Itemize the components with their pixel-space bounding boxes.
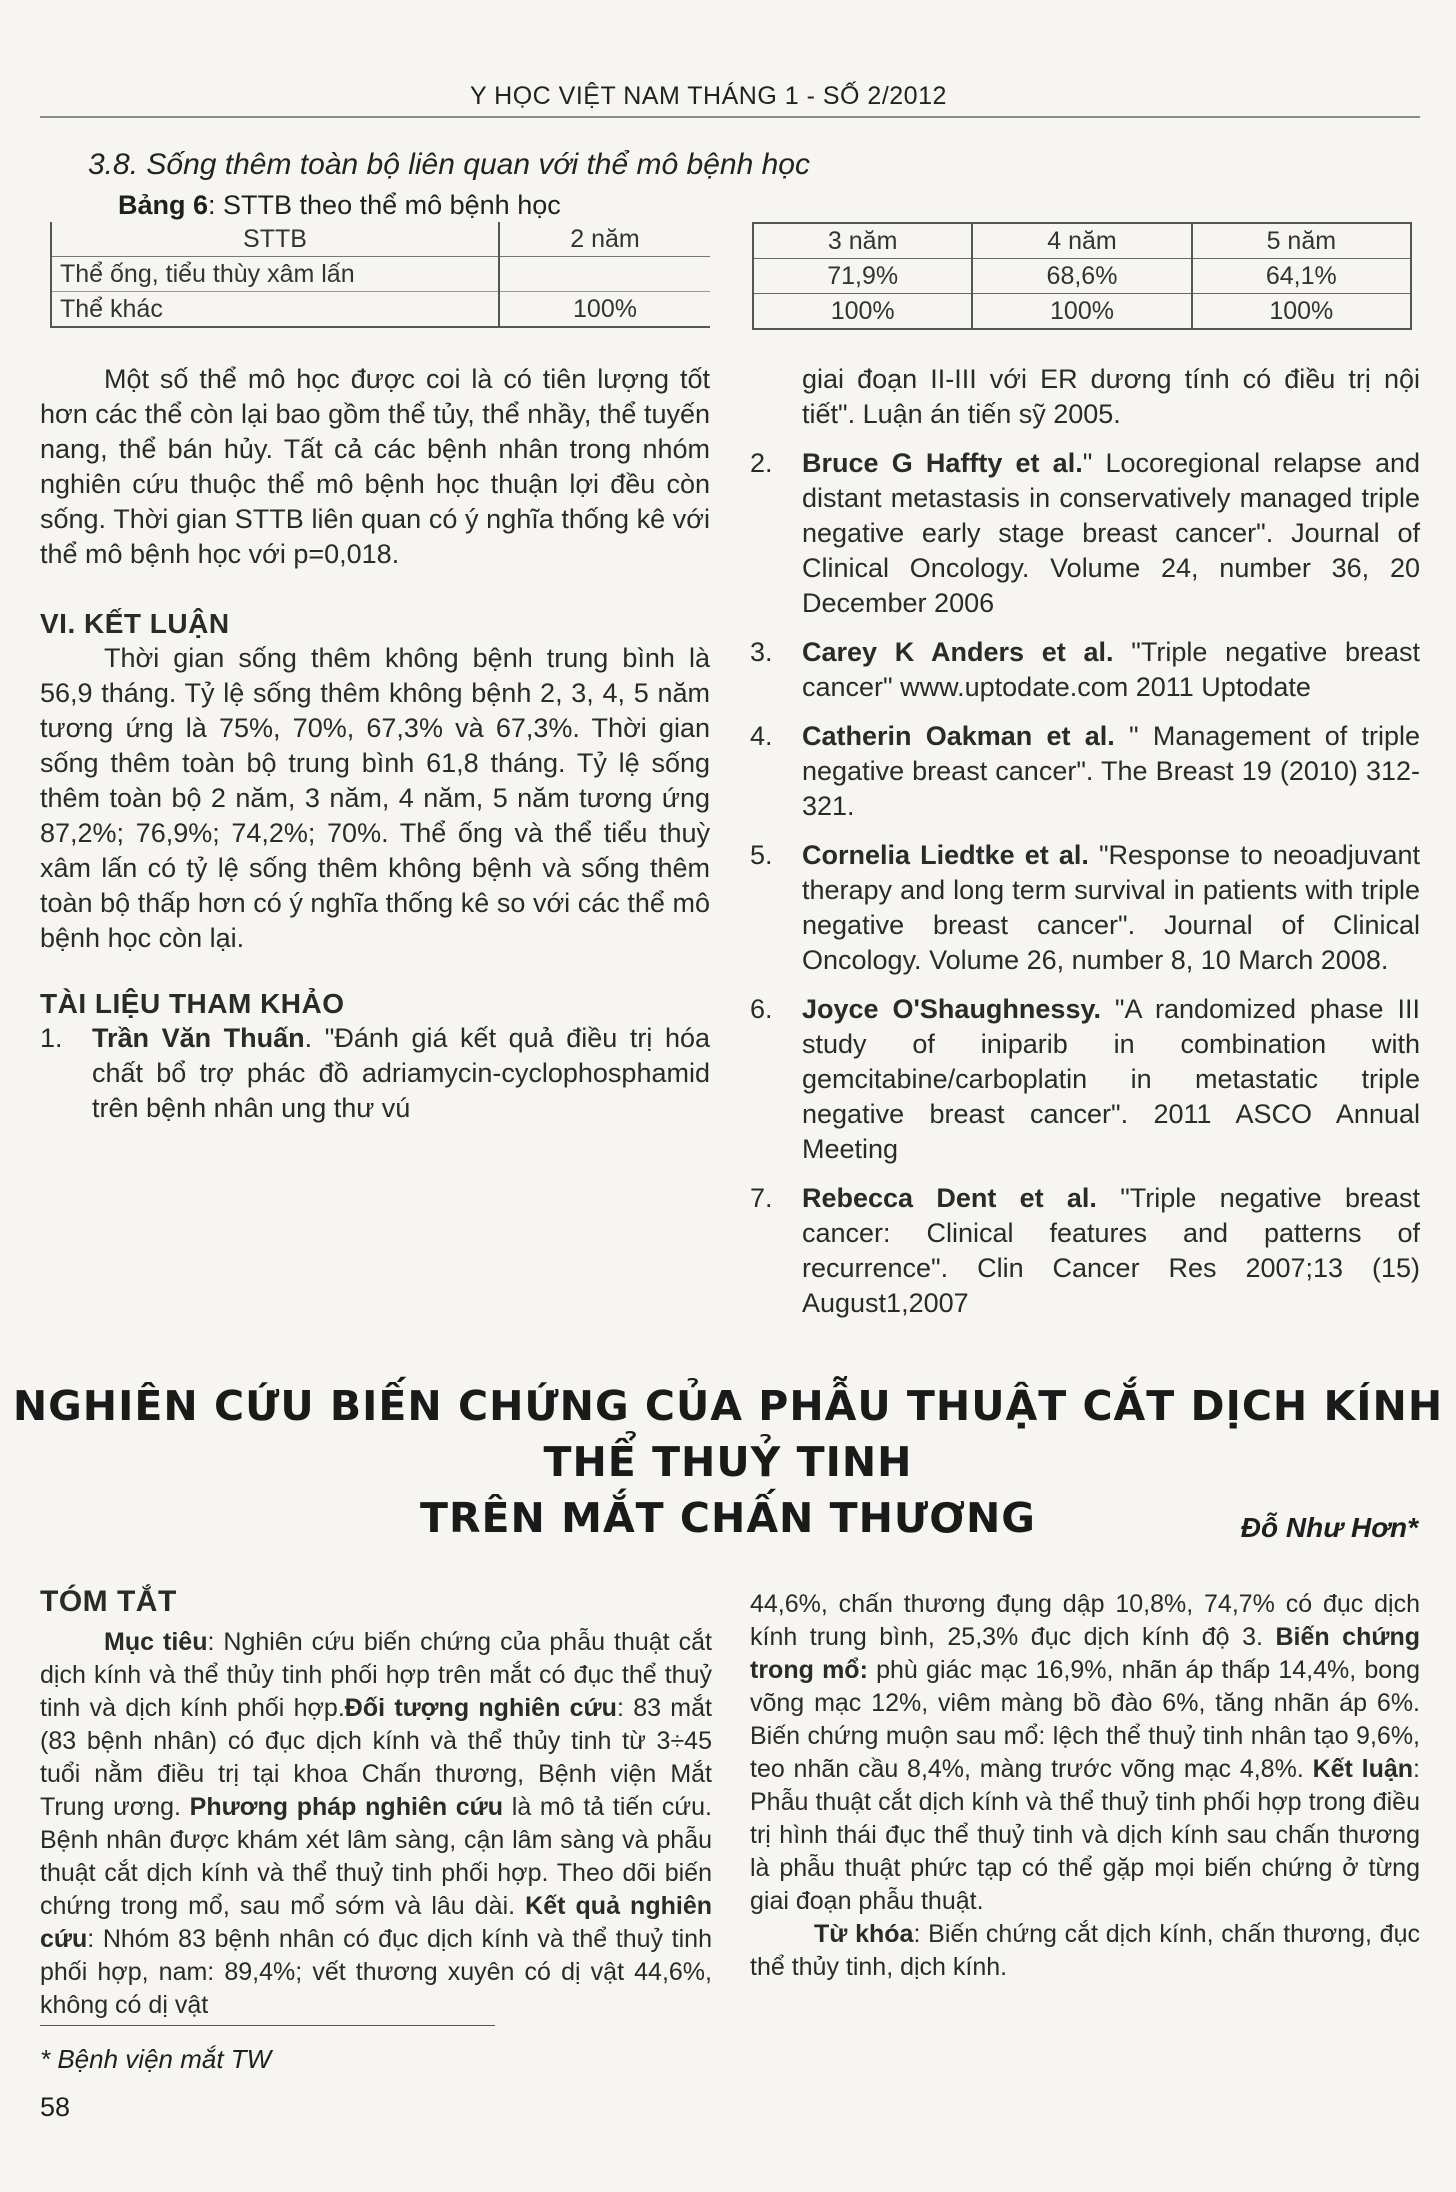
reference-author: Catherin Oakman et al. <box>802 721 1115 751</box>
reference-detail: "Triple negative breast cancer: Clinical features and patterns of recurrence". Clin Cancer Res 2007;13 (15) August1,2007 <box>802 1183 1420 1318</box>
reference-detail: . "Đánh giá kết quả điều trị hóa chất bổ trợ phác đồ adriamycin-cyclophosphamid trên bệnh nhân ung thư vú <box>92 1023 710 1123</box>
table-header-2-years: 2 năm <box>499 222 710 257</box>
table-row-label: Thể ống, tiểu thùy xâm lấn <box>51 257 499 292</box>
reference-item <box>40 1021 710 1126</box>
abstract-paragraph-right: 44,6%, chấn thương đụng dập 10,8%, 74,7% có đục dịch kính trung bình, 25,3% đục dịch kính độ 3. Biến chứng trong mổ: phù giác mạc 16,9%, nhãn áp thấp 14,4%, bong võng mạc 12%, viêm màng bồ đào 6%, tăng nhãn áp 6%. Biến chứng muộn sau mổ: lệch thể thuỷ tinh nhân tạo 9,6%, teo nhãn cầu 8,4%, màng trước võng mạc 4,8%. Kết luận: Phẫu thuật cắt dịch kính và thể thuỷ tinh phối hợp trong điều trị hình thái đục thể thuỷ tinh và dịch kính sau chấn thương là phẫu thuật phức tạp có thể gặp mọi biến chứng ở từng giai đoạn phẫu thuật. <box>750 1590 1420 1915</box>
reference-text <box>802 992 1420 1167</box>
reference-detail: "A randomized phase III study of iniparib in combination with gemcitabine/carboplatin in metastatic triple negative breast cancer". 2011 ASCO Annual Meeting <box>802 994 1421 1164</box>
keywords-paragraph <box>750 1918 1420 1984</box>
reference-number: 1. <box>40 1023 63 1053</box>
section-heading-3-8: 3.8. Sống thêm toàn bộ liên quan với thể mô bệnh học <box>88 148 810 181</box>
article-title-line-2: TRÊN MẮT CHẤN THƯƠNG <box>420 1494 1036 1542</box>
reference-number: 6. <box>750 994 773 1024</box>
reference-continuation: giai đoạn II-III với ER dương tính có điều trị nội tiết". Luận án tiến sỹ 2005. <box>802 364 1420 429</box>
footnote: * Bệnh viện mắt TW <box>40 2044 272 2074</box>
reference-author: Trần Văn Thuấn <box>92 1023 305 1053</box>
reference-number: 2. <box>750 448 773 478</box>
reference-text <box>802 838 1420 978</box>
abstract-heading: TÓM TẮT <box>40 1585 177 1618</box>
abstract-label: Phương pháp nghiên cứu <box>189 1793 504 1821</box>
article-title-line-1: NGHIÊN CỨU BIẾN CHỨNG CỦA PHẪU THUẬT CẮT DỊCH KÍNH THỂ THUỶ TINH <box>12 1382 1444 1486</box>
reference-number: 4. <box>750 721 773 751</box>
table-cell: 100% <box>499 292 710 328</box>
table-cell: 100% <box>753 294 972 330</box>
reference-text <box>802 446 1420 621</box>
table-cell: 64,1% <box>1192 259 1411 294</box>
article-title <box>0 1378 1456 1546</box>
abstract-paragraph-left: Mục tiêu: Nghiên cứu biến chứng của phẫu thuật cắt dịch kính và thể thủy tinh phối hợp trên mắt có đục thể thuỷ tinh và dịch kính phối hợp.Đối tượng nghiên cứu: 83 mắt (83 bệnh nhân) có đục dịch kính và thể thủy tinh từ 3÷45 tuổi nằm điều trị tại khoa Chấn thương, Bệnh viện Mắt Trung ương. Phương pháp nghiên cứu là mô tả tiến cứu. Bệnh nhân được khám xét lâm sàng, cận lâm sàng và phẫu thuật cắt dịch kính và thể thuỷ tinh phối hợp. Theo dõi biến chứng trong mổ, sau mổ sớm và lâu dài. Kết quả nghiên cứu: Nhóm 83 bệnh nhân có đục dịch kính và thể thuỷ tinh phối hợp, nam: 89,4%; vết thương xuyên có dị vật 44,6%, không có dị vật <box>40 1628 712 2019</box>
abstract-right-column <box>750 1588 1420 1984</box>
footnote-rule <box>40 2025 495 2026</box>
reference-number: 3. <box>750 637 773 667</box>
reference-author: Bruce G Haffty et al. <box>802 448 1083 478</box>
reference-item <box>750 1181 1420 1321</box>
table-header-sttb: STTB <box>51 222 499 257</box>
reference-text <box>92 1021 710 1126</box>
survival-table-left <box>50 222 710 328</box>
histology-paragraph: Một số thể mô học được coi là có tiên lượng tốt hơn các thể còn lại bao gồm thể tủy, thể nhầy, thể tuyến nang, thể bán hủy. Tất cả các bệnh nhân trong nhóm nghiên cứu thuộc thể mô bệnh học thuận lợi đều còn sống. Thời gian STTB liên quan có ý nghĩa thống kê với thể mô bệnh học với p=0,018. <box>40 364 710 569</box>
reference-text <box>802 719 1420 824</box>
abstract-left-column <box>40 1585 712 2022</box>
reference-item <box>750 992 1420 1167</box>
abstract-label: Kết luận <box>1312 1755 1414 1783</box>
table-cell: 100% <box>1192 294 1411 330</box>
keywords-label: Từ khóa <box>814 1920 914 1948</box>
header-rule <box>40 116 1420 118</box>
reference-detail: " Locoregional relapse and distant metastasis in conservatively managed triple negative early stage breast cancer". Journal of Clinical Oncology. Volume 24, number 36, 20 December 2006 <box>802 448 1420 618</box>
table-header-5-years: 5 năm <box>1192 223 1411 259</box>
reference-detail: " Management of triple negative breast cancer". The Breast 19 (2010) 312-321. <box>802 721 1420 821</box>
reference-author: Rebecca Dent et al. <box>802 1183 1097 1213</box>
abstract-label: Biến chứng trong mổ: <box>750 1623 1420 1684</box>
reference-author: Joyce O'Shaughnessy. <box>802 994 1101 1024</box>
table-header-4-years: 4 năm <box>972 223 1191 259</box>
reference-detail: "Response to neoadjuvant therapy and long term survival in patients with triple negative breast cancer". Journal of Clinical Oncology. Volume 26, number 8, 10 March 2008. <box>802 840 1420 975</box>
survival-table-right <box>752 222 1412 330</box>
running-head: Y HỌC VIỆT NAM THÁNG 1 - SỐ 2/2012 <box>470 82 947 110</box>
abstract-label: Kết quả nghiên cứu <box>40 1892 712 1953</box>
table-row-label: Thể khác <box>51 292 499 328</box>
abstract-label: Đối tượng nghiên cứu <box>344 1694 617 1722</box>
references-heading: TÀI LIỆU THAM KHẢO <box>40 988 345 1019</box>
upper-right-column <box>750 362 1420 1321</box>
keywords-text: : Biến chứng cắt dịch kính, chấn thương, đục thể thủy tinh, dịch kính. <box>750 1920 1420 1981</box>
table-caption-text: : STTB theo thể mô bệnh học <box>208 190 561 220</box>
reference-item <box>750 635 1420 705</box>
page-number: 58 <box>40 2092 71 2122</box>
table-cell: 71,9% <box>753 259 972 294</box>
reference-list <box>750 446 1420 1321</box>
table-caption <box>118 190 561 221</box>
reference-text <box>802 1181 1420 1321</box>
table-caption-label: Bảng 6 <box>118 190 209 220</box>
article-author: Đỗ Như Hơn* <box>1240 1512 1418 1543</box>
table-header-3-years: 3 năm <box>753 223 972 259</box>
abstract-label: Mục tiêu <box>104 1628 208 1656</box>
reference-number: 7. <box>750 1183 773 1213</box>
table-cell <box>499 257 710 292</box>
reference-text <box>802 635 1420 705</box>
upper-left-column <box>40 362 710 1126</box>
reference-item <box>750 719 1420 824</box>
table-cell: 100% <box>972 294 1191 330</box>
table-cell: 68,6% <box>972 259 1191 294</box>
reference-author: Carey K Anders et al. <box>802 637 1114 667</box>
reference-number: 5. <box>750 840 773 870</box>
conclusion-heading: VI. KẾT LUẬN <box>40 608 230 639</box>
reference-item <box>750 838 1420 978</box>
reference-author: Cornelia Liedtke et al. <box>802 840 1089 870</box>
conclusion-paragraph: Thời gian sống thêm không bệnh trung bình là 56,9 tháng. Tỷ lệ sống thêm không bệnh 2, 3, 4, 5 năm tương ứng là 75%, 70%, 67,3% và 67,3%. Thời gian sống thêm toàn bộ trung bình 61,8 tháng. Tỷ lệ sống thêm toàn bộ 2 năm, 3 năm, 4 năm, 5 năm tương ứng 87,2%; 76,9%; 74,2%; 70%. Thể ống và thể tiểu thuỳ xâm lấn có tỷ lệ sống thêm không bệnh và sống thêm toàn bộ thấp hơn có ý nghĩa thống kê so với các thể mô bệnh học còn lại. <box>40 643 710 953</box>
reference-item <box>750 446 1420 621</box>
reference-detail: "Triple negative breast cancer" www.uptodate.com 2011 Uptodate <box>802 637 1420 702</box>
